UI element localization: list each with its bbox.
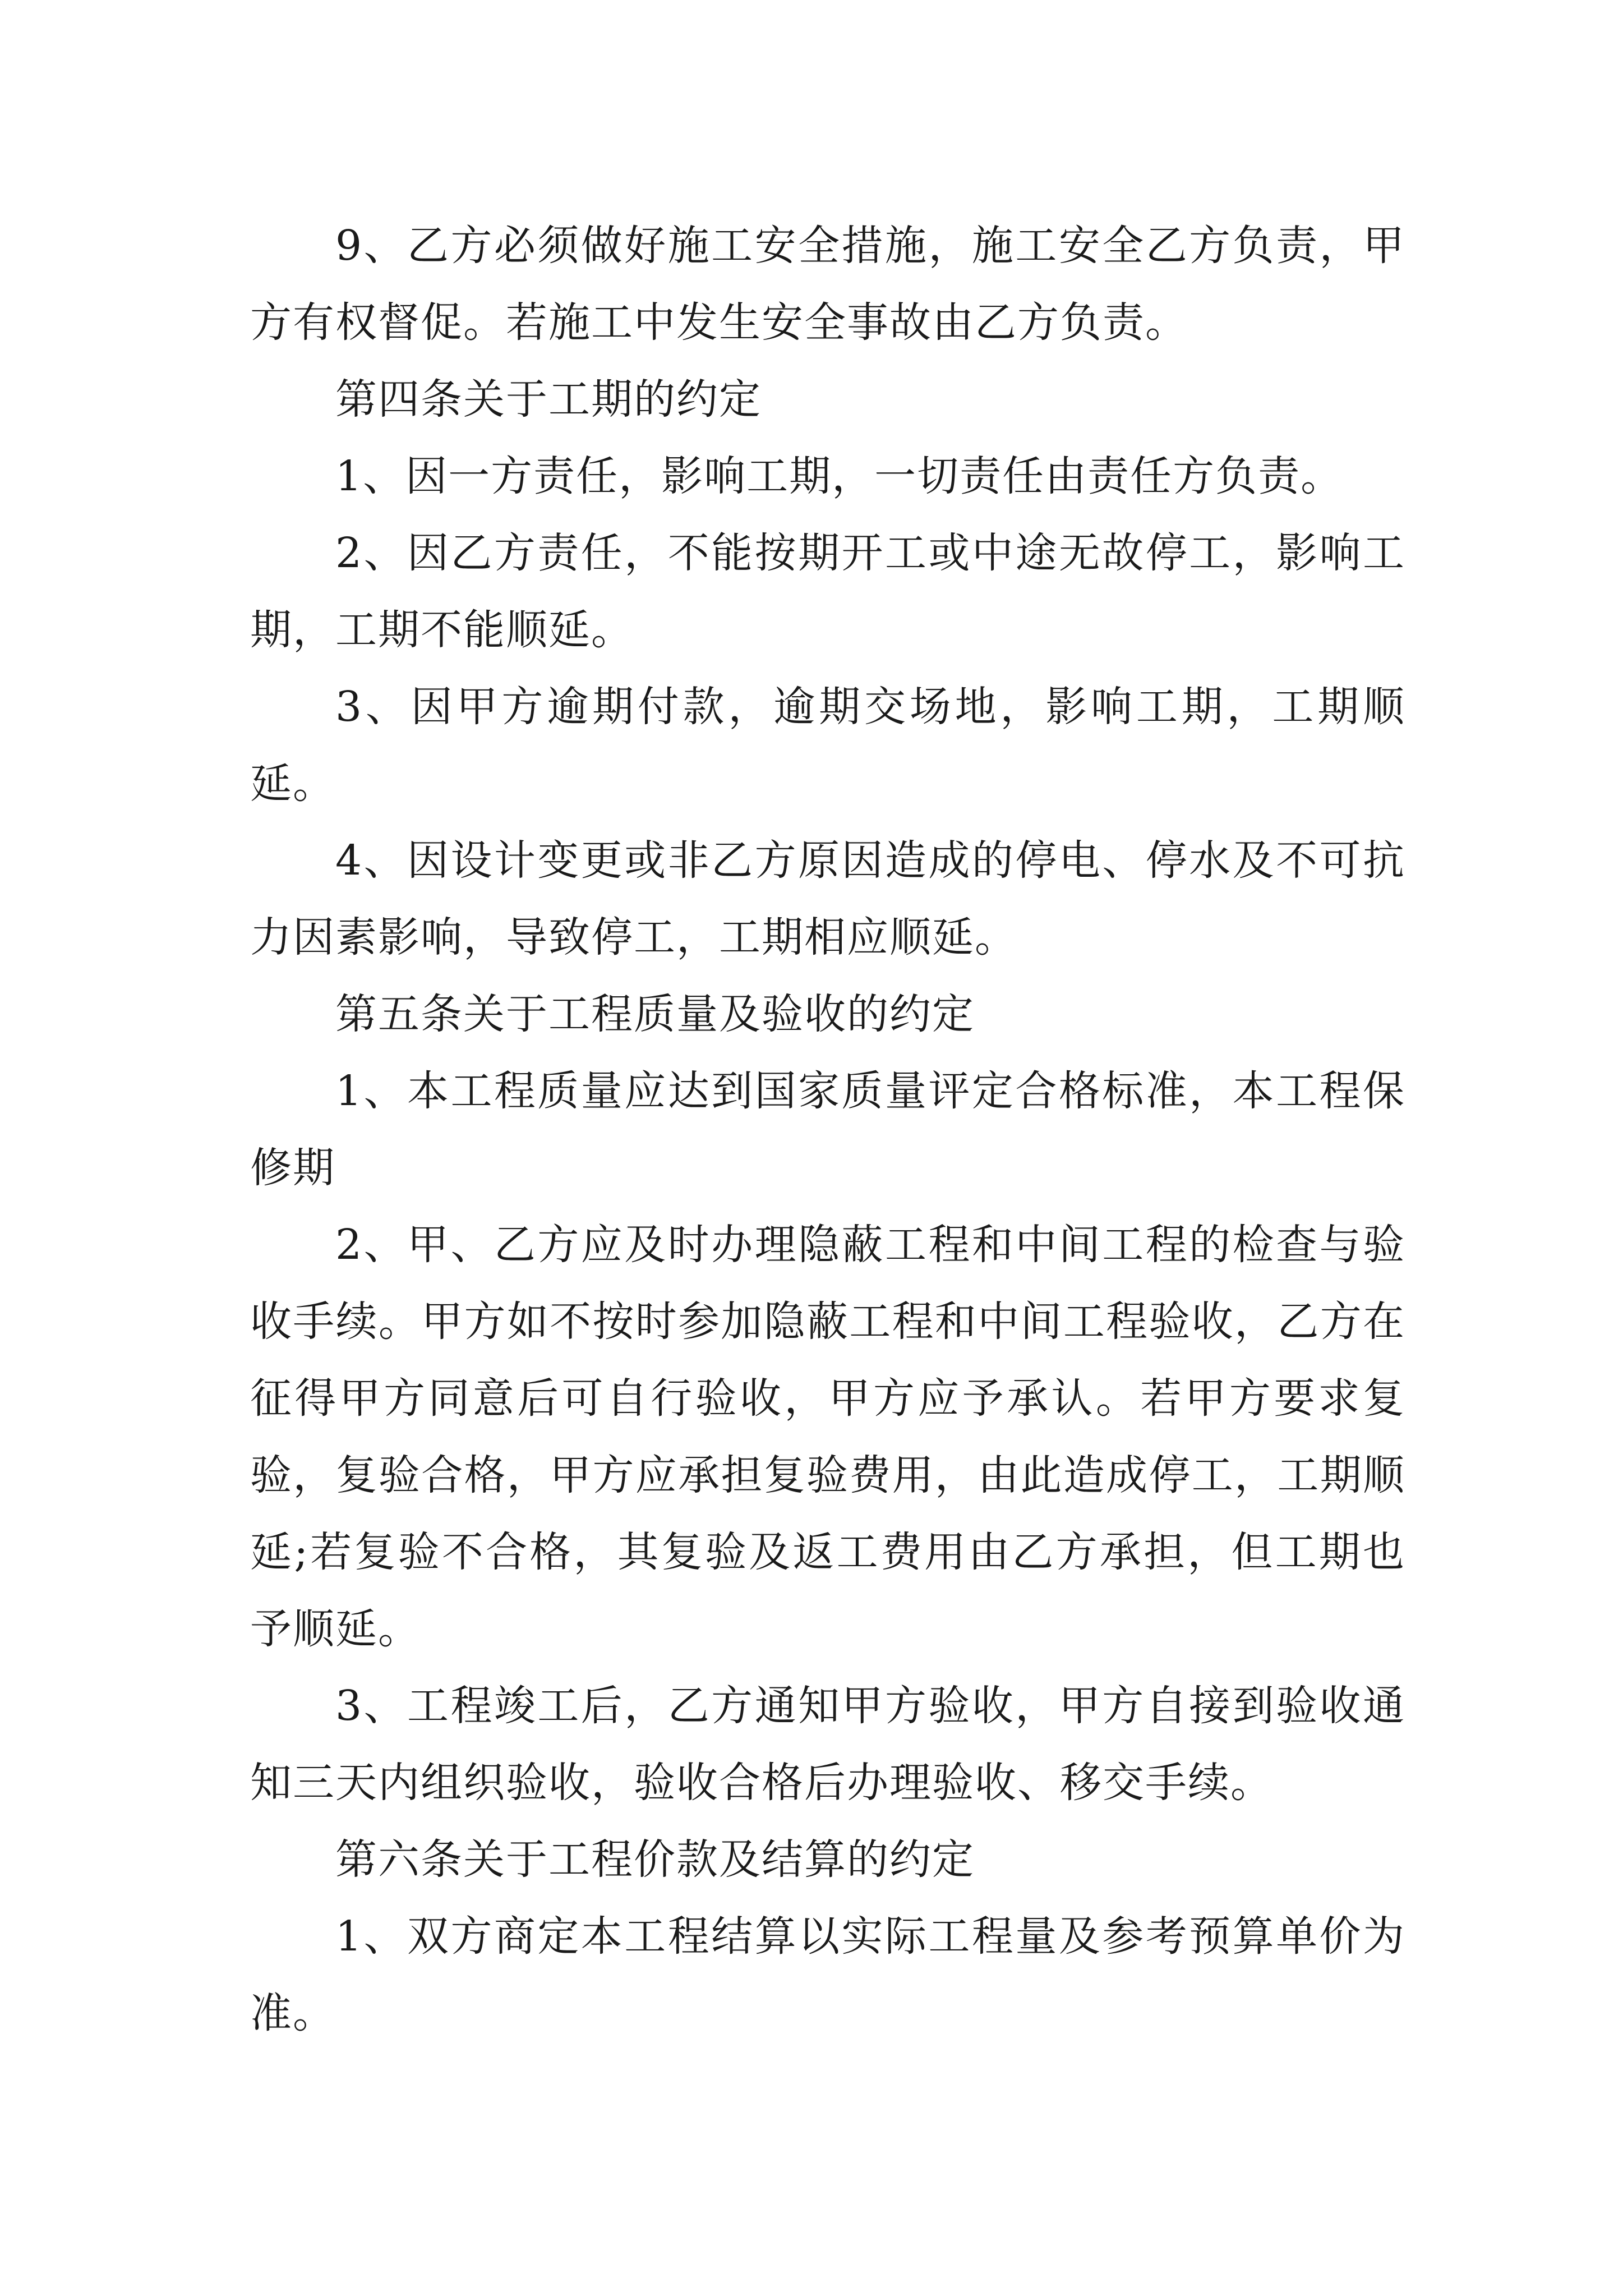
clause-4-item-3: 3、因甲方逾期付款，逾期交场地，影响工期，工期顺延。 — [250, 683, 1405, 808]
section-heading-article-6: 第六条关于工程价款及结算的约定 — [335, 1835, 975, 1884]
document-body — [250, 208, 1405, 2052]
clause-5-item-2: 2、甲、乙方应及时办理隐蔽工程和中间工程的检查与验收手续。甲方如不按时参加隐蔽工程和中间工程验收，乙方在征得甲方同意后可自行验收，甲方应予承认。若甲方要求复验，复验合格，甲方应承担复验费用，由此造成停工，工期顺延;若复验不合格，其复验及返工费用由乙方承担，但工期也予顺延。 — [250, 1221, 1405, 1653]
clause-4-item-2: 2、因乙方责任，不能按期开工或中途无故停工，影响工期，工期不能顺延。 — [250, 529, 1405, 654]
clause-5-item-1: 1、本工程质量应达到国家质量评定合格标准，本工程保修期 — [250, 1067, 1405, 1192]
clause-4-item-1: 1、因一方责任，影响工期，一切责任由责任方负责。 — [335, 452, 1344, 500]
section-heading-article-5: 第五条关于工程质量及验收的约定 — [335, 990, 975, 1038]
clause-4-item-4: 4、因设计变更或非乙方原因造成的停电、停水及不可抗力因素影响，导致停工，工期相应顺延。 — [250, 836, 1405, 961]
clause-3-item-9: 9、乙方必须做好施工安全措施，施工安全乙方负责，甲方有权督促。若施工中发生安全事故由乙方负责。 — [250, 222, 1405, 347]
clause-6-item-1: 1、双方商定本工程结算以实际工程量及参考预算单价为准。 — [250, 1912, 1405, 2037]
section-heading-article-4: 第四条关于工期的约定 — [335, 375, 762, 424]
clause-5-item-3: 3、工程竣工后，乙方通知甲方验收，甲方自接到验收通知三天内组织验收，验收合格后办理验收、移交手续。 — [250, 1682, 1405, 1807]
